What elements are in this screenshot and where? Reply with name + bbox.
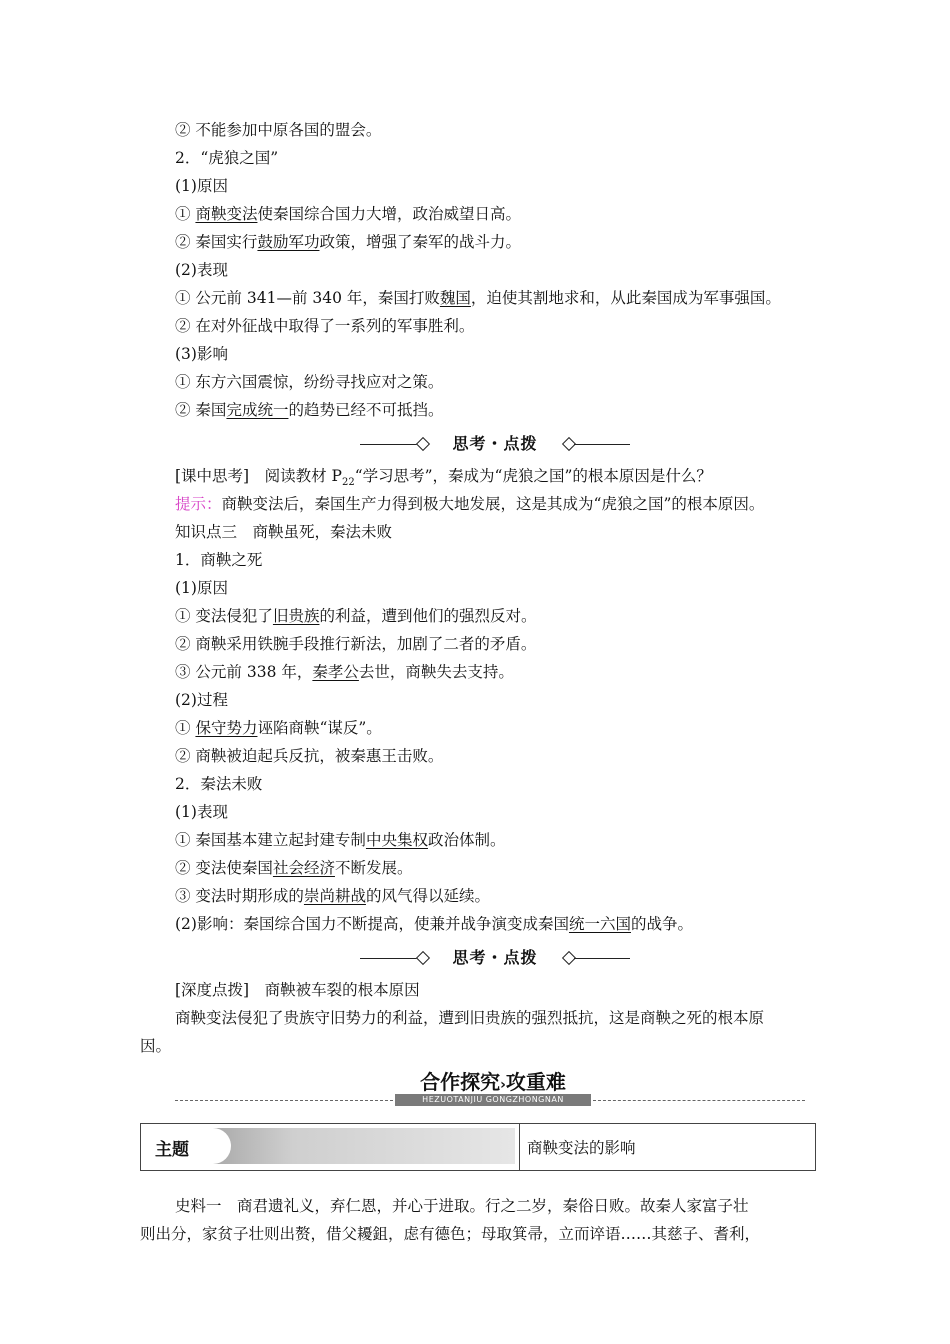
text-span: [课中思考] 阅读教材 P (175, 467, 342, 485)
divider-label: 思考・点拨 (452, 434, 538, 453)
text-span: 的风气得以延续。 (365, 887, 490, 905)
text-span: 的战争。 (630, 915, 693, 933)
text-line (175, 176, 228, 196)
text-span: ② 不能参加中原各国的盟会。 (175, 121, 382, 139)
text-span: ② 商鞅被迫起兵反抗，被秦惠王击败。 (175, 747, 444, 765)
text-span: 的利益，遭到他们的强烈反对。 (319, 607, 537, 625)
text-line (175, 802, 228, 822)
text-span: ② 在对外征战中取得了一系列的军事胜利。 (175, 317, 475, 335)
text-span: ① 东方六国震惊，纷纷寻找应对之策。 (175, 373, 444, 391)
text-span: 使秦国综合国力大增，政治威望日高。 (257, 205, 521, 223)
text-span: 则出分，家贫子壮则出赘，借父耰鉏，虑有德色；母取箕帚，立而谇语……其慈子、耆利， (140, 1225, 761, 1243)
text-line (140, 1036, 171, 1056)
text-line (175, 120, 381, 140)
text-span: ① 公元前 341—前 340 年，秦国打败 (175, 289, 440, 307)
text-line (175, 466, 712, 493)
underlined-term: 完成统一 (226, 401, 289, 419)
banner-title: 合作探究›攻重难 (420, 1070, 566, 1094)
text-span: (1)原因 (175, 177, 228, 195)
text-span: 2．秦法未败 (175, 775, 263, 793)
text-span: ② 秦国 (175, 401, 227, 419)
underlined-term: 秦孝公 (312, 663, 359, 681)
underlined-term: 鼓励军功 (257, 233, 320, 251)
text-span: (2)影响：秦国综合国力不断提高，使兼并战争演变成秦国 (175, 915, 569, 933)
underlined-term: 旧贵族 (272, 607, 320, 625)
text-span: 因。 (140, 1037, 172, 1055)
text-line (175, 260, 228, 280)
text-span: [深度点拨] 商鞅被车裂的根本原因 (175, 981, 420, 999)
text-span: ① (175, 719, 196, 737)
text-line (175, 1008, 764, 1028)
text-span: (3)影响 (175, 345, 228, 363)
text-line (175, 316, 474, 336)
text-line (175, 746, 443, 766)
underlined-term: 魏国 (439, 289, 471, 307)
text-line (175, 690, 228, 710)
text-span: 史料一 商君遗礼义，弃仁恩，并心于进取。行之二岁，秦俗日败。故秦人家富子壮 (175, 1197, 749, 1215)
text-line (175, 1196, 749, 1216)
text-line (140, 1224, 760, 1244)
underlined-term: 崇尚耕战 (303, 887, 366, 905)
text-line (175, 774, 262, 794)
text-line (175, 494, 764, 514)
text-span: 政治体制。 (427, 831, 506, 849)
text-line (175, 634, 536, 654)
underlined-term: 统一六国 (568, 915, 631, 933)
text-span: ② 商鞅采用铁腕手段推行新法，加剧了二者的矛盾。 (175, 635, 537, 653)
topic-box (140, 1123, 816, 1171)
text-line (175, 522, 392, 542)
text-line (175, 606, 536, 626)
text-span: 政策，增强了秦军的战斗力。 (319, 233, 521, 251)
topic-title: 商鞅变法的影响 (527, 1139, 636, 1157)
divider-label: 思考・点拨 (452, 948, 538, 967)
text-line (175, 400, 443, 420)
text-span: 不断发展。 (334, 859, 413, 877)
text-span: (1)原因 (175, 579, 228, 597)
text-line (175, 232, 521, 252)
text-span: 2．“虎狼之国” (175, 149, 279, 167)
text-span: 商鞅变法后，秦国生产力得到极大地发展，这是其成为“虎狼之国”的根本原因。 (221, 495, 765, 513)
text-span: 1．商鞅之死 (175, 551, 263, 569)
topic-tag (145, 1128, 515, 1164)
text-line (175, 980, 420, 1000)
text-span: ① 变法侵犯了 (175, 607, 273, 625)
section-banner (175, 1070, 805, 1110)
text-span: ② 秦国实行 (175, 233, 258, 251)
text-line (175, 344, 228, 364)
divider-think-2 (360, 948, 630, 968)
text-line (175, 148, 278, 168)
text-line (175, 830, 505, 850)
text-line (175, 288, 781, 308)
text-line (175, 204, 521, 224)
text-span: ③ 公元前 338 年， (175, 663, 313, 681)
underlined-term: 商鞅变法 (195, 205, 258, 223)
text-line (175, 578, 228, 598)
text-span: 提示： (175, 495, 222, 513)
text-line (175, 886, 490, 906)
banner-subtitle: HEZUOTANJIU GONGZHONGNAN (395, 1094, 591, 1106)
text-span: ① (175, 205, 196, 223)
text-span: ③ 变法时期形成的 (175, 887, 304, 905)
text-line (175, 914, 693, 934)
underlined-term: 中央集权 (365, 831, 428, 849)
text-line (175, 718, 382, 738)
text-span: 知识点三 商鞅虽死，秦法未败 (175, 523, 393, 541)
text-span: 商鞅变法侵犯了贵族守旧势力的利益，遭到旧贵族的强烈抵抗，这是商鞅之死的根本原 (175, 1009, 765, 1027)
text-line (175, 550, 262, 570)
text-line (175, 858, 412, 878)
text-span: 22 (341, 477, 355, 489)
divider-think-1 (360, 434, 630, 454)
text-span: ① 秦国基本建立起封建专制 (175, 831, 366, 849)
underlined-term: 保守势力 (195, 719, 258, 737)
text-span: “学习思考”，秦成为“虎狼之国”的根本原因是什么？ (354, 467, 712, 485)
text-span: (2)表现 (175, 261, 228, 279)
text-line (175, 662, 514, 682)
topic-tag-label: 主题 (155, 1140, 189, 1160)
text-span: ② 变法使秦国 (175, 859, 273, 877)
text-span: ，迫使其割地求和，从此秦国成为军事强国。 (470, 289, 781, 307)
underlined-term: 社会经济 (272, 859, 335, 877)
text-span: 的趋势已经不可抵挡。 (288, 401, 444, 419)
text-span: 诬陷商鞅“谋反”。 (257, 719, 382, 737)
text-span: (1)表现 (175, 803, 228, 821)
text-span: 去世，商鞅失去支持。 (358, 663, 514, 681)
text-span: (2)过程 (175, 691, 228, 709)
text-line (175, 372, 443, 392)
